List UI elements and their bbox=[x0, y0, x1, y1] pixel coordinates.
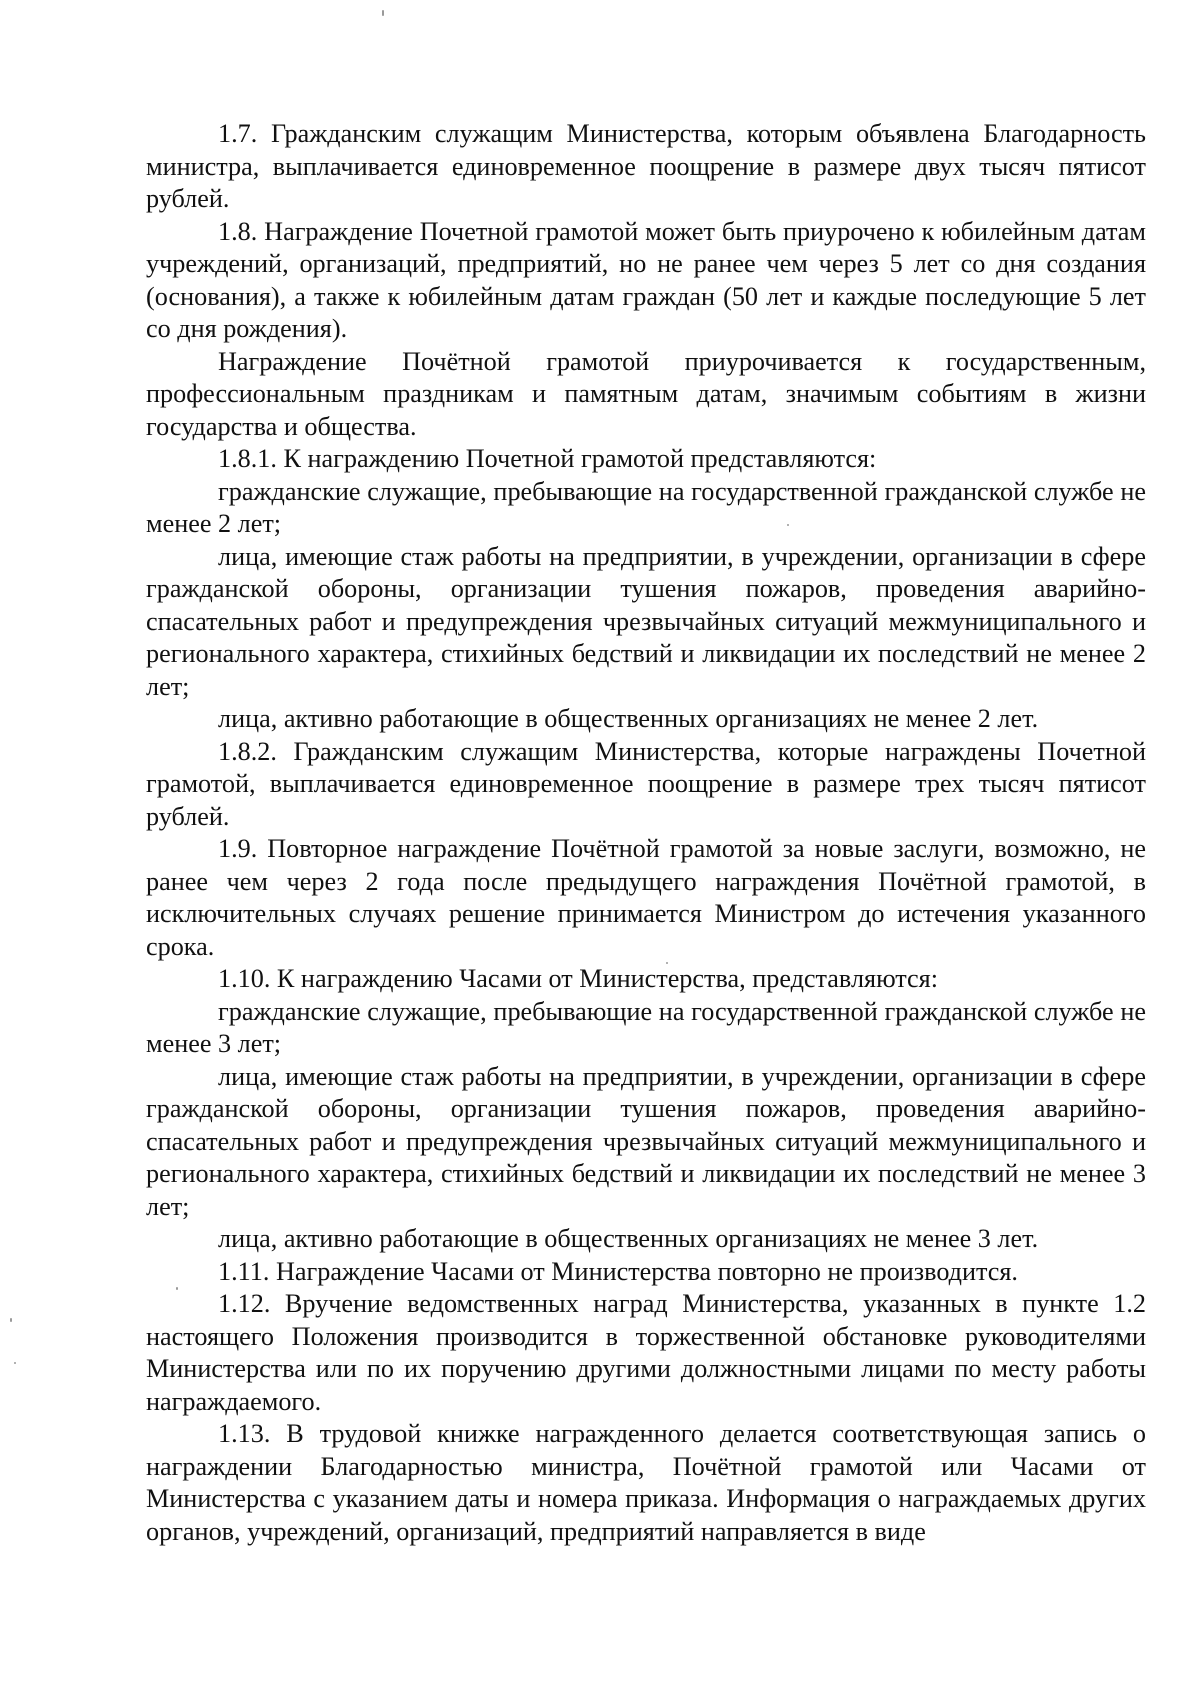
paragraph-1-8-1-experience: лица, имеющие стаж работы на предприятии, в учреждении, организации в сфере гражданской обороны, организации тушения пожаров, проведения аварийно-спасательных работ и предупреждения чрезвычайных ситуаций межмуниципального и регионального характера, стихийных бедствий и ликвидации их последствий не менее 2 лет; bbox=[146, 541, 1146, 701]
paragraph-1-8-holidays: Награждение Почётной грамотой приурочивается к государственным, профессиональным праздникам и памятным датам, значимым событиям в жизни государства и общества. bbox=[146, 346, 1146, 441]
paragraph-1-8-1-public-orgs: лица, активно работающие в общественных организациях не менее 2 лет. bbox=[218, 704, 1039, 733]
paragraph-1-10-civil-servants: гражданские служащие, пребывающие на государственной гражданской службе не менее 3 лет; bbox=[146, 996, 1146, 1058]
paragraph-1-8-2: 1.8.2. Гражданским служащим Министерства, которые награждены Почетной грамотой, выплачивается единовременное поощрение в размере трех тысяч пятисот рублей. bbox=[146, 736, 1146, 831]
paragraph-1-8: 1.8. Награждение Почетной грамотой может быть приурочено к юбилейным датам учреждений, организаций, предприятий, но не ранее чем через 5 лет со дня создания (основания), а также к юбилейным датам граждан (50 лет и каждые последующие 5 лет со дня рождения). bbox=[146, 216, 1146, 343]
paragraph-1-13: 1.13. В трудовой книжке награжденного делается соответствующая запись о награждении Благодарностью министра, Почётной грамотой или Часами от Министерства с указанием даты и номера приказа. Информация о награждаемых других органов, учреждений, организаций, предприятий направляется в виде bbox=[146, 1419, 1146, 1546]
paragraph-1-10-public-orgs: лица, активно работающие в общественных организациях не менее 3 лет. bbox=[218, 1224, 1039, 1253]
paragraph-1-7: 1.7. Гражданским служащим Министерства, которым объявлена Благодарность министра, выплачивается единовременное поощрение в размере двух тысяч пятисот рублей. bbox=[146, 119, 1146, 213]
scan-speck bbox=[10, 1318, 12, 1322]
paragraph-1-11: 1.11. Награждение Часами от Министерства повторно не производится. bbox=[218, 1256, 1018, 1286]
scan-speck bbox=[14, 1362, 16, 1364]
paragraph-1-9: 1.9. Повторное награждение Почётной грамотой за новые заслуги, возможно, не ранее чем через 2 года после предыдущего награждения Почётной грамотой, в исключительных случаях решение принимается Министром до истечения указанного срока. bbox=[146, 834, 1146, 961]
paragraph-1-10: 1.10. К награждению Часами от Министерства, представляются: bbox=[218, 964, 938, 993]
paragraph-1-12: 1.12. Вручение ведомственных наград Министерства, указанных в пункте 1.2 настоящего Положения производится в торжественной обстановке руководителями Министерства или по их поручению другими должностными лицами по месту работы награждаемого. bbox=[146, 1289, 1146, 1416]
paragraph-1-8-1-civil-servants: гражданские служащие, пребывающие на государственной гражданской службе не менее 2 лет; bbox=[146, 476, 1146, 538]
paragraph-1-8-1: 1.8.1. К награждению Почетной грамотой представляются: bbox=[218, 444, 877, 473]
scan-speck bbox=[382, 10, 384, 16]
paragraph-1-10-experience: лица, имеющие стаж работы на предприятии, в учреждении, организации в сфере гражданской обороны, организации тушения пожаров, проведения аварийно-спасательных работ и предупреждения чрезвычайных ситуаций межмуниципального и регионального характера, стихийных бедствий и ликвидации их последствий не менее 3 лет; bbox=[146, 1061, 1146, 1221]
document-body bbox=[146, 118, 1146, 1548]
